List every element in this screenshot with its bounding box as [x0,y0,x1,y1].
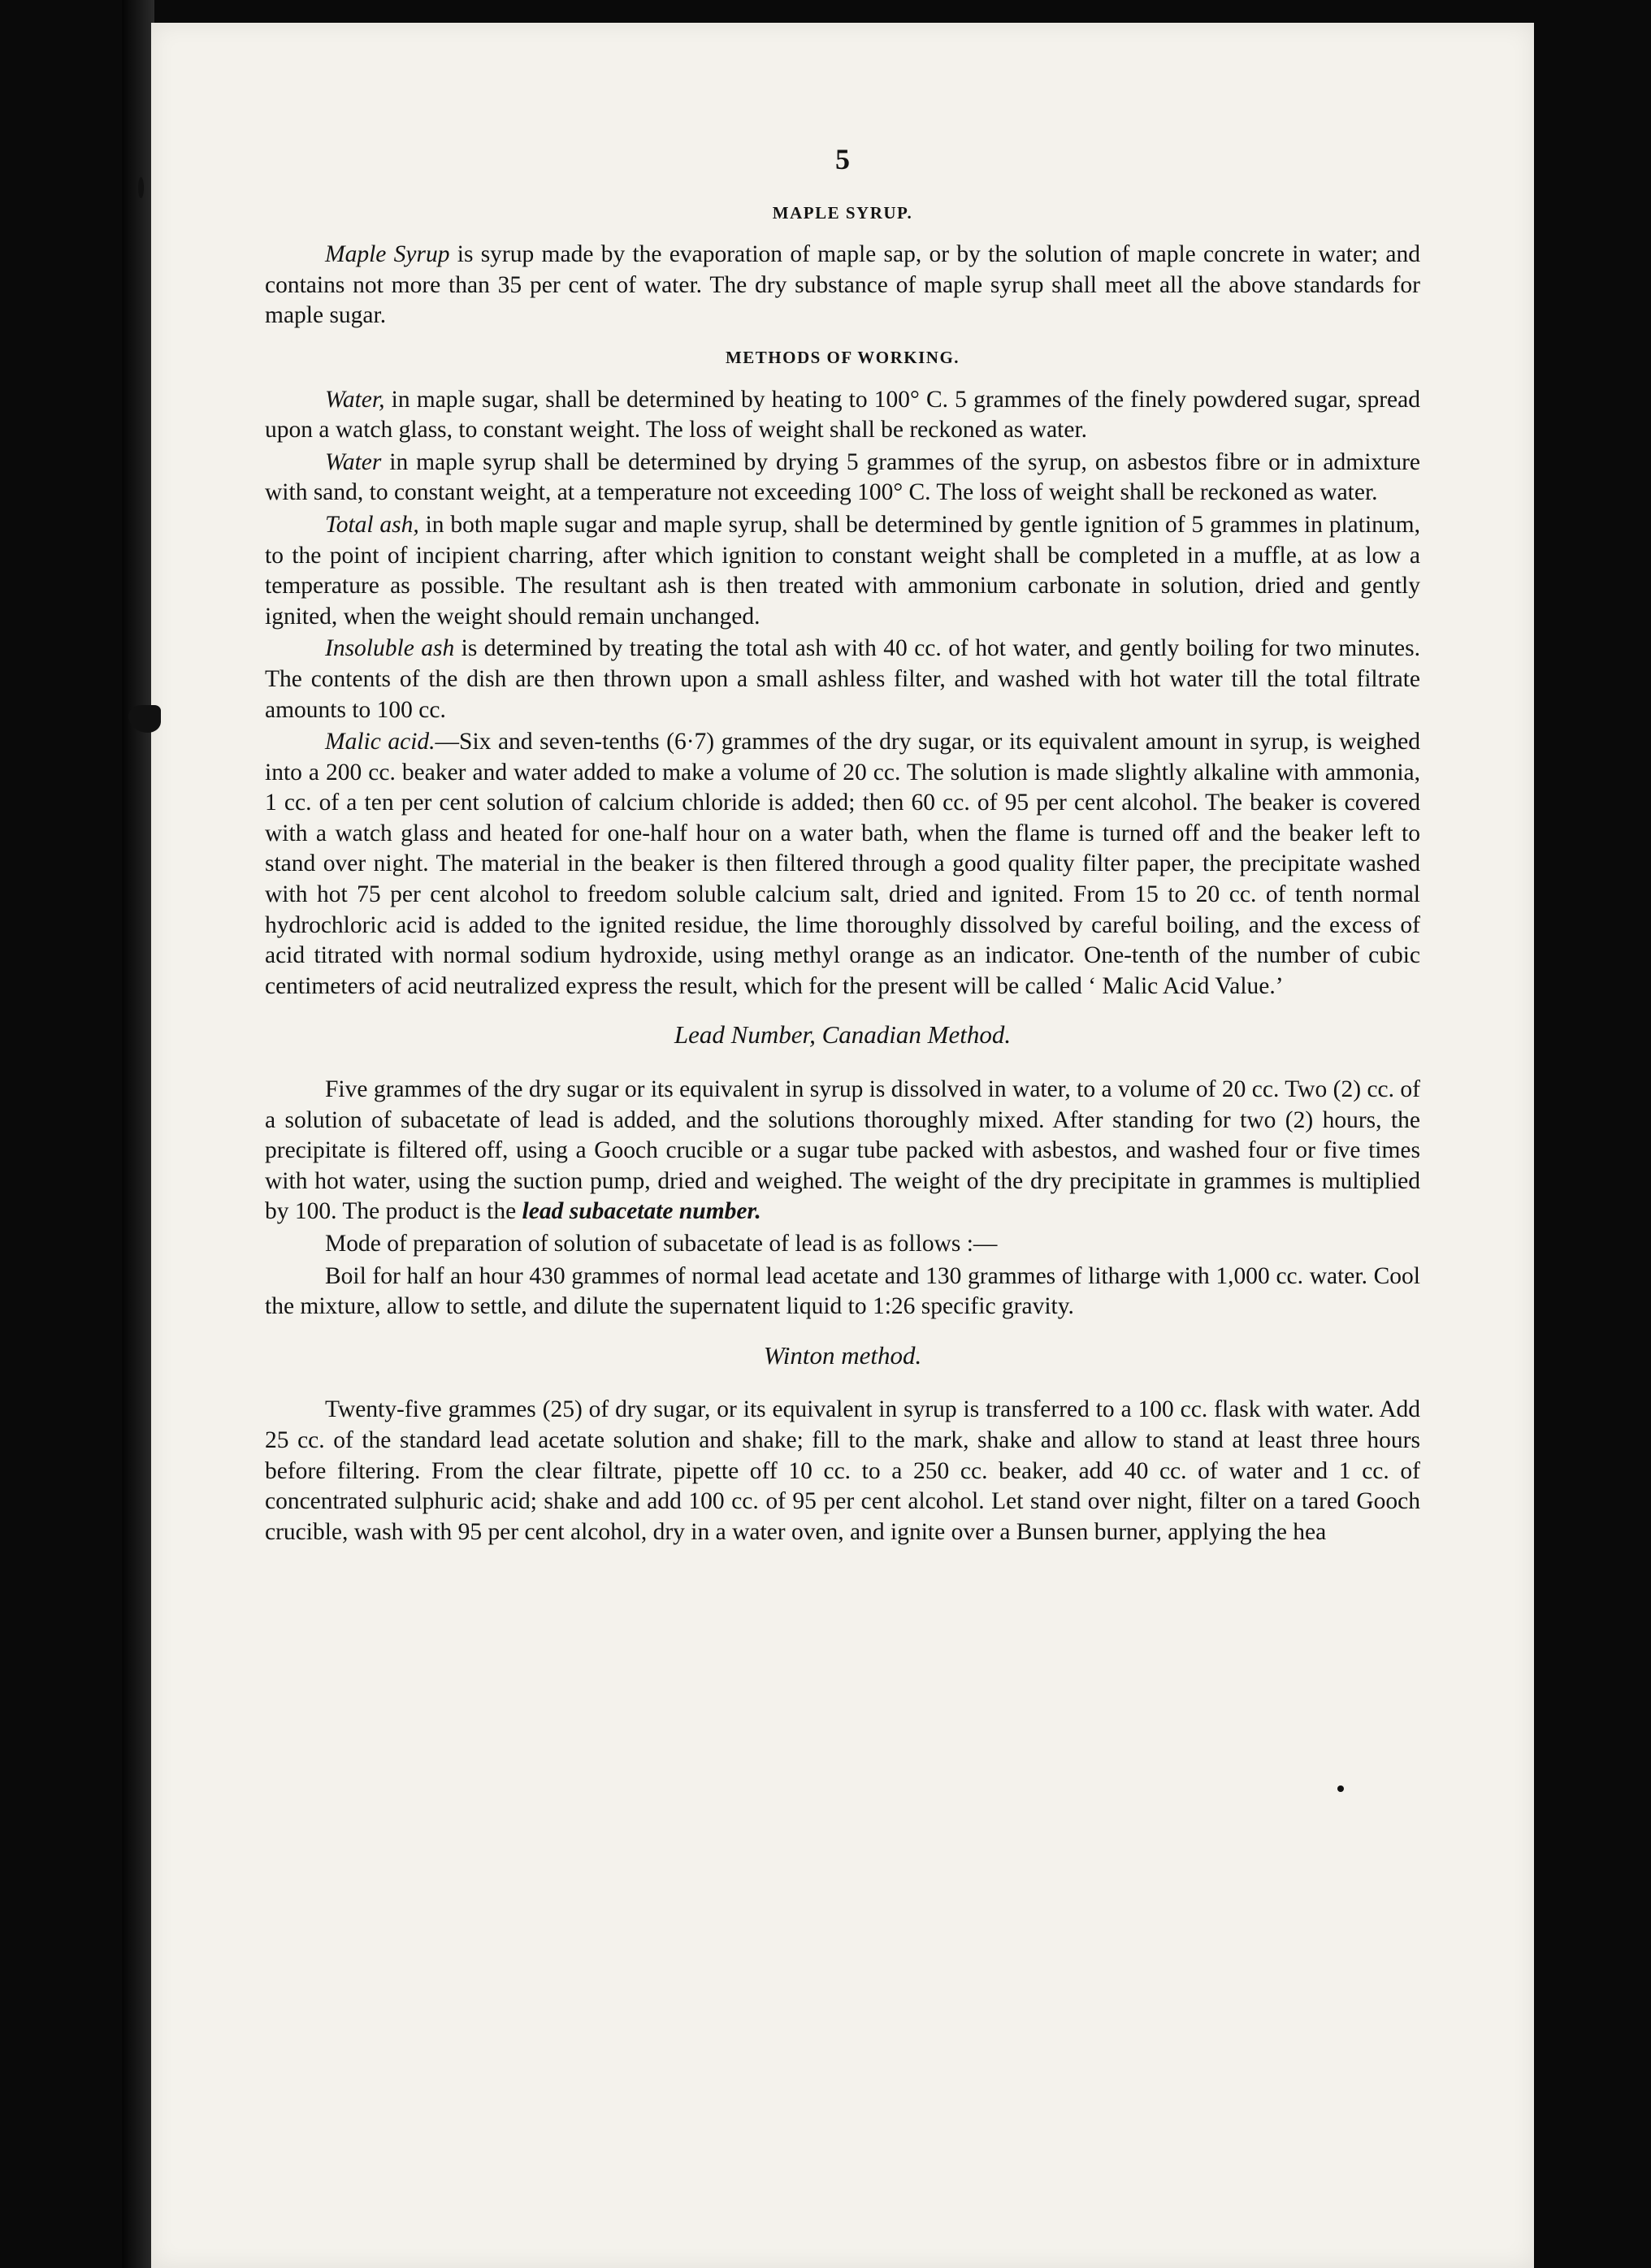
term-lead-subacetate-number: lead subacetate number. [522,1198,761,1225]
paragraph-text: is syrup made by the evaporation of maple sap, or by the solution of maple concrete in water; and contains not more than 35 per cent of water. The dry substance of maple syrup shall meet all the above standards for maple sugar. [265,241,1420,329]
page-text-column [265,145,1420,1547]
document-page [151,23,1534,2268]
paragraph-text: Five grammes of the dry sugar or its equivalent in syrup is dissolved in water, to a volume of 20 cc. Two (2) cc. of a solution of subacetate of lead is added, and the solutions thoroughly mixed. After standing for two (2) hours, the precipitate is filtered off, using a Gooch crucible or a sugar tube packed with asbestos, and washed four or five times with hot water, using the suction pump, dried and weighed. The weight of the dry precipitate in grammes is multiplied by 100. The product is the [265,1076,1420,1225]
paragraph-water-in-syrup [265,448,1420,509]
scan-speck [138,177,144,198]
book-spine-shadow [122,0,154,2268]
paragraph-total-ash [265,510,1420,632]
section-heading-methods: METHODS OF WORKING. [725,347,960,367]
term-water: Water [325,448,382,475]
section-heading-winton-method: Winton method. [763,1340,922,1370]
paragraph-text: —Six and seven-tenths (6·7) grammes of the dry sugar, or its equivalent amount in syrup, is weighed into a 200 cc. beaker and water added to make a volume of 20 cc. The solution is made slightly alkaline with ammonia, 1 cc. of a ten per cent solution of calcium chloride is added; then 60 cc. of 95 per cent alcohol. The beaker is covered with a watch glass and heated for one-half hour on a water bath, when the flame is turned off and the beaker left to stand over night. The material in the beaker is then filtered through a good quality filter paper, the precipitate washed with hot 75 per cent alcohol to freedom soluble calcium salt, dried and ignited. From 15 to 20 cc. of tenth normal hydrochloric acid is added to the ignited residue, the lime thoroughly dissolved by careful boiling, and the excess of acid titrated with normal sodium hydroxide, using methyl orange as an indicator. One-tenth of the number of cubic centimeters of acid neutralized express the result, which for the present will be called ‘ Malic Acid Value.’ [265,729,1420,999]
paragraph-text: is determined by treating the total ash with 40 cc. of hot water, and gently boiling for two minutes. The contents of the dish are then thrown upon a small ashless filter, and washed with hot water till the total filtrate amounts to 100 cc. [265,635,1420,723]
page-number: 5 [835,143,850,175]
paragraph-text: in maple syrup shall be determined by drying 5 grammes of the syrup, on asbestos fibre or in admixture with sand, to constant weight, at a temperature not exceeding 100° C. The loss of weight shall be reckoned as water. [265,448,1420,506]
term-malic-acid: Malic acid. [325,729,436,755]
paragraph-text: in both maple sugar and maple syrup, shall be determined by gentle ignition of 5 grammes in platinum, to the point of incipient charring, after which ignition to constant weight shall be completed in a muffle, at as low a temperature as possible. The resultant ash is then treated with ammonium carbonate in solution, dried and gently ignited, when the weight should remain unchanged. [265,511,1420,630]
paragraph-text: in maple sugar, shall be determined by heating to 100° C. 5 grammes of the finely powdered sugar, spread upon a watch glass, to constant weight. The loss of weight shall be reckoned as water. [265,386,1420,444]
paragraph-insoluble-ash [265,634,1420,725]
paragraph-malic-acid [265,727,1420,1002]
paragraph-boil: Boil for half an hour 430 grammes of normal lead acetate and 130 grammes of litharge with 1,000 cc. water. Cool the mixture, allow to settle, and dilute the supernatent liquid to 1:26 specific gravity. [265,1262,1420,1320]
term-water: Water, [325,386,385,413]
paragraph-water-in-sugar [265,385,1420,446]
term-insoluble-ash: Insoluble ash [325,635,455,662]
section-heading-lead-number: Lead Number, Canadian Method. [674,1020,1012,1050]
paragraph-maple-syrup-definition [265,240,1420,331]
paragraph-winton-method: Twenty-five grammes (25) of dry sugar, or its equivalent in syrup is transferred to a 100 cc. flask with water. Add 25 cc. of the standard lead acetate solution and shake; fill to the mark, shake and allow to stand at least three hours before filtering. From the clear filtrate, pipette off 10 cc. to a 250 cc. beaker, add 40 cc. of water and 1 cc. of concentrated sulphuric acid; shake and add 100 cc. of 95 per cent alcohol. Let stand over night, filter on a tared Gooch crucible, wash with 95 per cent alcohol, dry in a water oven, and ignite over a Bunsen burner, applying the hea [265,1396,1420,1545]
section-heading-maple-syrup: MAPLE SYRUP. [772,202,913,223]
paragraph-lead-number [265,1075,1420,1227]
paragraph-mode-of-preparation: Mode of preparation of solution of subacetate of lead is as follows :— [325,1231,998,1257]
term-total-ash: Total ash, [325,511,419,538]
term-maple-syrup: Maple Syrup [325,241,450,268]
scan-speck [1337,1785,1344,1792]
